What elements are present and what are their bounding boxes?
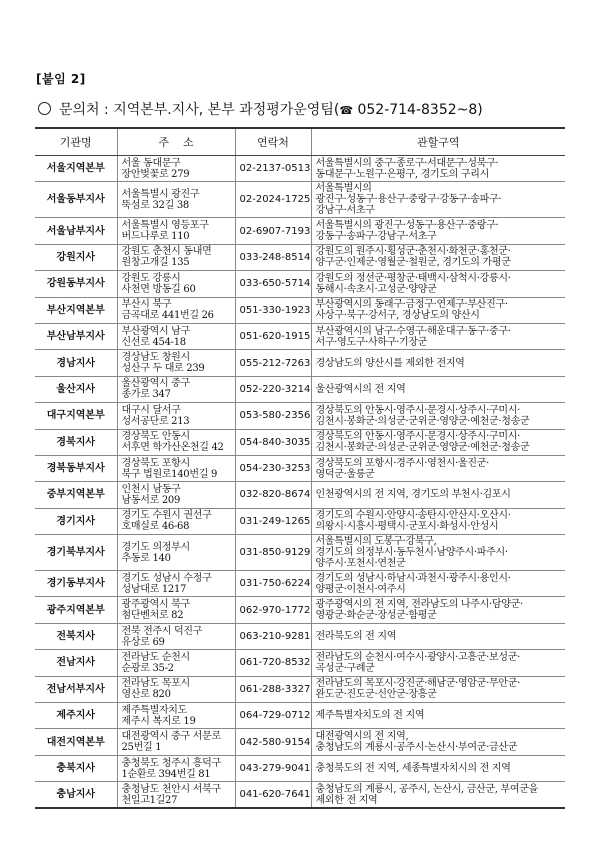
table-row — [35, 376, 565, 402]
address-line: 서울 동대문구 — [121, 157, 181, 169]
office-address — [117, 182, 235, 218]
office-phone: 031-249-1265 — [235, 508, 311, 534]
office-name: 경남지사 — [35, 350, 117, 376]
header-jurisdiction: 관할구역 — [311, 128, 565, 156]
office-name: 대구지역본부 — [35, 403, 117, 429]
address-line: 제주시 복지로 19 — [121, 715, 196, 727]
table-row — [35, 482, 565, 508]
jurisdiction-line: 전라남도의 목포시·강진군·해남군·영암군·무안군· — [315, 678, 520, 690]
address-line: 경기도 수원시 권선구 — [121, 510, 212, 522]
header-contact: 연락처 — [235, 128, 311, 156]
table-row — [35, 156, 565, 182]
office-address — [117, 782, 235, 808]
jurisdiction-line: 강원도의 정선군·평창군·태백시·삼척시·강릉시· — [315, 272, 511, 284]
office-address — [117, 482, 235, 508]
office-phone: 051-620-1915 — [235, 323, 311, 349]
office-name: 전남지사 — [35, 650, 117, 676]
office-address — [117, 323, 235, 349]
table-row — [35, 350, 565, 376]
jurisdiction-line: 충청남도의 계룡시, 공주시, 논산시, 금산군, 부여군을 — [315, 783, 538, 795]
jurisdiction — [311, 218, 565, 244]
jurisdiction-line: 사상구·북구·강서구, 경상남도의 양산시 — [315, 310, 480, 322]
jurisdiction — [311, 156, 565, 182]
jurisdiction — [311, 535, 565, 571]
jurisdiction — [311, 244, 565, 270]
jurisdiction — [311, 597, 565, 623]
jurisdiction-line: 울산광역시의 전 지역 — [315, 383, 406, 395]
office-name: 강원동부지사 — [35, 271, 117, 297]
office-name: 강원지사 — [35, 244, 117, 270]
office-name: 충남지사 — [35, 782, 117, 808]
table-row — [35, 244, 565, 270]
address-line: 천일고1길27 — [121, 794, 178, 806]
office-name: 경북지사 — [35, 429, 117, 455]
jurisdiction-line: 대전광역시의 전 지역, — [315, 731, 409, 743]
office-phone: 02-6907-7193 — [235, 218, 311, 244]
office-name: 경기지사 — [35, 508, 117, 534]
address-line: 뚝섬로 32길 38 — [121, 199, 189, 211]
address-line: 전라남도 순천시 — [121, 651, 190, 663]
office-name: 중부지역본부 — [35, 482, 117, 508]
heading-phone: 052-714-8352~8) — [353, 102, 483, 118]
table-row — [35, 429, 565, 455]
jurisdiction — [311, 376, 565, 402]
address-line: 대구시 달서구 — [121, 404, 181, 416]
office-address — [117, 676, 235, 702]
address-line: 강원도 강릉시 — [121, 272, 181, 284]
jurisdiction — [311, 729, 565, 755]
address-line: 전라남도 목포시 — [121, 678, 190, 690]
jurisdiction-line: 서구·영도구·사하구·기장군 — [315, 336, 428, 348]
address-line: 경상북도 안동시 — [121, 431, 190, 443]
table-row — [35, 218, 565, 244]
office-address — [117, 597, 235, 623]
jurisdiction — [311, 297, 565, 323]
address-line: 경상북도 포항시 — [121, 457, 190, 469]
table-row — [35, 623, 565, 649]
address-line: 강원도 춘천시 동내면 — [121, 246, 212, 258]
address-line: 금곡대로 441번길 26 — [121, 310, 214, 322]
jurisdiction — [311, 623, 565, 649]
address-line: 성남대로 1217 — [121, 583, 187, 595]
office-address — [117, 703, 235, 729]
jurisdiction — [311, 403, 565, 429]
office-phone: 051-330-1923 — [235, 297, 311, 323]
jurisdiction — [311, 455, 565, 481]
office-name: 대전지역본부 — [35, 729, 117, 755]
address-line: 광주광역시 북구 — [121, 599, 190, 611]
phone-icon: ☎ — [339, 104, 354, 117]
office-name: 서울남부지사 — [35, 218, 117, 244]
office-address — [117, 508, 235, 534]
office-phone: 061-288-3327 — [235, 676, 311, 702]
office-name: 부산지역본부 — [35, 297, 117, 323]
jurisdiction-line: 전라북도의 전 지역 — [315, 631, 397, 643]
address-line: 장안벚꽃로 279 — [121, 168, 190, 180]
jurisdiction-line: 곡성군·구례군 — [315, 662, 375, 674]
jurisdiction-line: 김천시·봉화군·의성군·군위군·영양군·예천군·청송군 — [315, 415, 530, 427]
jurisdiction — [311, 755, 565, 781]
table-row — [35, 650, 565, 676]
table-row — [35, 571, 565, 597]
jurisdiction-line: 서울특별시의 도봉구·강북구, — [315, 536, 437, 548]
address-line: 서후면 학가산온천길 42 — [121, 442, 224, 454]
jurisdiction-line: 전라남도의 순천시·여수시·광양시·고흥군·보성군· — [315, 651, 520, 663]
address-line: 경기도 의정부시 — [121, 541, 190, 553]
office-address — [117, 271, 235, 297]
jurisdiction-line: 충청남도의 계룡시·공주시·논산시·부여군·금산군 — [315, 742, 518, 754]
office-phone: 063-210-9281 — [235, 623, 311, 649]
address-line: 추동로 140 — [121, 552, 171, 564]
jurisdiction-line: 부산광역시의 남구·수영구·해운대구·동구·중구· — [315, 325, 511, 337]
contact-heading — [38, 99, 483, 119]
office-phone: 062-970-1772 — [235, 597, 311, 623]
address-line: 버드나루로 110 — [121, 231, 190, 243]
address-line: 사천면 방동길 60 — [121, 283, 196, 295]
jurisdiction-line: 제외한 전 지역 — [315, 794, 378, 806]
office-address — [117, 403, 235, 429]
office-address — [117, 297, 235, 323]
jurisdiction-line: 영광군·화순군·장성군·함평군 — [315, 610, 437, 622]
jurisdiction-line: 경상북도의 안동시·영주시·문경시·상주시·구미시· — [315, 404, 520, 416]
address-line: 원창고개길 135 — [121, 257, 190, 269]
jurisdiction-line: 경기도의 의정부시·동두천시·남양주시·파주시· — [315, 547, 508, 559]
table-row — [35, 597, 565, 623]
jurisdiction-line: 부산광역시의 동래구·금정구·연제구·부산진구· — [315, 299, 508, 311]
jurisdiction — [311, 676, 565, 702]
jurisdiction-line: 강원도의 원주시·횡성군·춘천시·화천군·홍천군· — [315, 246, 511, 258]
jurisdiction — [311, 482, 565, 508]
table-header-row — [35, 128, 565, 156]
jurisdiction-line: 경기도의 성남시·하남시·과천시·광주시·용인시· — [315, 572, 511, 584]
jurisdiction-line: 서울특별시의 광진구·성동구·용산구·중랑구· — [315, 220, 499, 232]
jurisdiction-line: 양주시·포천시·연천군 — [315, 558, 406, 570]
table-row — [35, 182, 565, 218]
table-row — [35, 782, 565, 808]
office-address — [117, 755, 235, 781]
office-phone: 033-248-8514 — [235, 244, 311, 270]
jurisdiction-line: 완도군·진도군·신안군·장흥군 — [315, 689, 437, 701]
office-phone: 042-580-9154 — [235, 729, 311, 755]
office-name: 충북지사 — [35, 755, 117, 781]
office-phone: 041-620-7641 — [235, 782, 311, 808]
jurisdiction-line: 양평군·이천시·여주시 — [315, 583, 406, 595]
jurisdiction — [311, 429, 565, 455]
jurisdiction-line: 경상북도의 포항시·경주시·영천시·울진군· — [315, 457, 490, 469]
jurisdiction-line: 동해시·속초시·고성군·양양군 — [315, 283, 437, 295]
jurisdiction-line: 강동구·송파구·강남구·서초구 — [315, 231, 437, 243]
jurisdiction-line: 경상북도의 안동시·영주시·문경시·상주시·구미시· — [315, 431, 520, 443]
table-row — [35, 508, 565, 534]
jurisdiction — [311, 703, 565, 729]
table-row — [35, 729, 565, 755]
jurisdiction-line: 서울특별시의 중구·종로구·서대문구·성북구· — [315, 157, 499, 169]
address-line: 제주특별자치도 — [121, 704, 188, 716]
address-line: 전북 전주시 덕진구 — [121, 625, 203, 637]
address-line: 25번길 1 — [121, 742, 162, 754]
office-address — [117, 244, 235, 270]
contact-table — [35, 127, 565, 809]
header-address: 주 소 — [117, 128, 235, 156]
office-phone: 053-580-2356 — [235, 403, 311, 429]
office-address — [117, 729, 235, 755]
jurisdiction — [311, 182, 565, 218]
office-address — [117, 350, 235, 376]
office-name: 경기동부지사 — [35, 571, 117, 597]
jurisdiction-line: 광주광역시의 전 지역, 전라남도의 나주시·담양군· — [315, 599, 523, 611]
address-line: 서울특별시 광진구 — [121, 188, 200, 200]
office-phone: 031-750-6224 — [235, 571, 311, 597]
jurisdiction-line: 양구군·인제군·영월군·철원군, 경기도의 가평군 — [315, 257, 511, 269]
address-line: 충청남도 천안시 서북구 — [121, 783, 221, 795]
jurisdiction-line: 의왕시·시흥시·평택시·군포시·화성시·안성시 — [315, 521, 499, 533]
jurisdiction — [311, 650, 565, 676]
office-name: 전북지사 — [35, 623, 117, 649]
office-name: 경북동부지사 — [35, 455, 117, 481]
jurisdiction-line: 강남구·서초구 — [315, 205, 375, 217]
jurisdiction-line: 동대문구·노원구·은평구, 경기도의 구리시 — [315, 168, 490, 180]
office-phone: 032-820-8674 — [235, 482, 311, 508]
office-name: 울산지사 — [35, 376, 117, 402]
office-phone: 061-720-8532 — [235, 650, 311, 676]
table-row — [35, 703, 565, 729]
address-line: 종가로 347 — [121, 389, 171, 401]
office-name: 서울동부지사 — [35, 182, 117, 218]
address-line: 인천시 남동구 — [121, 483, 181, 495]
address-line: 성서공단로 213 — [121, 415, 190, 427]
jurisdiction-line: 서울특별시의 — [315, 183, 372, 195]
jurisdiction — [311, 508, 565, 534]
jurisdiction-line: 경기도의 수원시·안양시·송탄시·안산시·오산시· — [315, 510, 511, 522]
address-line: 성산구 두 대로 239 — [121, 363, 205, 375]
jurisdiction — [311, 323, 565, 349]
table-row — [35, 297, 565, 323]
table-row — [35, 676, 565, 702]
table-row — [35, 323, 565, 349]
header-office: 기관명 — [35, 128, 117, 156]
jurisdiction-line: 경상남도의 양산시를 제외한 전지역 — [315, 357, 465, 369]
address-line: 울산광역시 중구 — [121, 378, 190, 390]
office-address — [117, 156, 235, 182]
address-line: 순광로 35-2 — [121, 662, 174, 674]
office-address — [117, 376, 235, 402]
jurisdiction-line: 김천시·봉화군·의성군·군위군·영양군·예천군·청송군 — [315, 442, 530, 454]
jurisdiction-line: 제주특별자치도의 전 지역 — [315, 710, 425, 722]
office-phone: 02-2137-0513 — [235, 156, 311, 182]
office-address — [117, 455, 235, 481]
address-line: 부산광역시 남구 — [121, 325, 190, 337]
address-line: 1순환로 394번길 81 — [121, 768, 211, 780]
office-name: 부산남부지사 — [35, 323, 117, 349]
office-phone: 052-220-3214 — [235, 376, 311, 402]
office-address — [117, 623, 235, 649]
jurisdiction — [311, 571, 565, 597]
address-line: 신선로 454-18 — [121, 336, 186, 348]
address-line: 부산시 북구 — [121, 299, 172, 311]
address-line: 경상남도 창원시 — [121, 352, 190, 364]
circle-bullet-icon — [38, 102, 51, 115]
table-row — [35, 271, 565, 297]
office-address — [117, 650, 235, 676]
address-line: 남동서로 209 — [121, 494, 181, 506]
address-line: 첨단벤처로 82 — [121, 610, 184, 622]
office-address — [117, 429, 235, 455]
office-phone: 033-650-5714 — [235, 271, 311, 297]
address-line: 대전광역시 중구 서문로 — [121, 731, 221, 743]
office-address — [117, 218, 235, 244]
address-line: 영산로 820 — [121, 689, 171, 701]
heading-text: 문의처 : 지역본부.지사, 본부 과정평가운영팀( — [59, 102, 340, 118]
jurisdiction-line: 인천광역시의 전 지역, 경기도의 부천시·김포시 — [315, 489, 511, 501]
address-line: 유상로 69 — [121, 636, 165, 648]
office-phone: 055-212-7263 — [235, 350, 311, 376]
office-address — [117, 535, 235, 571]
office-address — [117, 571, 235, 597]
office-name: 경기북부지사 — [35, 535, 117, 571]
office-phone: 02-2024-1725 — [235, 182, 311, 218]
address-line: 서울특별시 영등포구 — [121, 220, 209, 232]
address-line: 충청북도 청주시 흥덕구 — [121, 757, 221, 769]
office-name: 제주지사 — [35, 703, 117, 729]
office-phone: 054-230-3253 — [235, 455, 311, 481]
attachment-label: [붙임 2] — [36, 72, 86, 86]
jurisdiction — [311, 782, 565, 808]
jurisdiction-line: 영덕군·울릉군 — [315, 468, 375, 480]
office-phone: 031-850-9129 — [235, 535, 311, 571]
jurisdiction — [311, 271, 565, 297]
office-phone: 054-840-3035 — [235, 429, 311, 455]
office-phone: 043-279-9041 — [235, 755, 311, 781]
jurisdiction — [311, 350, 565, 376]
office-name: 서울지역본부 — [35, 156, 117, 182]
jurisdiction-line: 광진구·성동구·용산구·중랑구·강동구·송파구· — [315, 194, 502, 206]
address-line: 경기도 성남시 수정구 — [121, 572, 212, 584]
address-line: 호매실로 46-68 — [121, 521, 190, 533]
office-phone: 064-729-0712 — [235, 703, 311, 729]
office-name: 전남서부지사 — [35, 676, 117, 702]
jurisdiction-line: 충청북도의 전 지역, 세종특별자치시의 전 지역 — [315, 763, 511, 774]
table-row — [35, 403, 565, 429]
office-name: 광주지역본부 — [35, 597, 117, 623]
table-row — [35, 755, 565, 781]
table-row — [35, 455, 565, 481]
table-row — [35, 535, 565, 571]
address-line: 북구 법원로140번길 9 — [121, 468, 218, 480]
